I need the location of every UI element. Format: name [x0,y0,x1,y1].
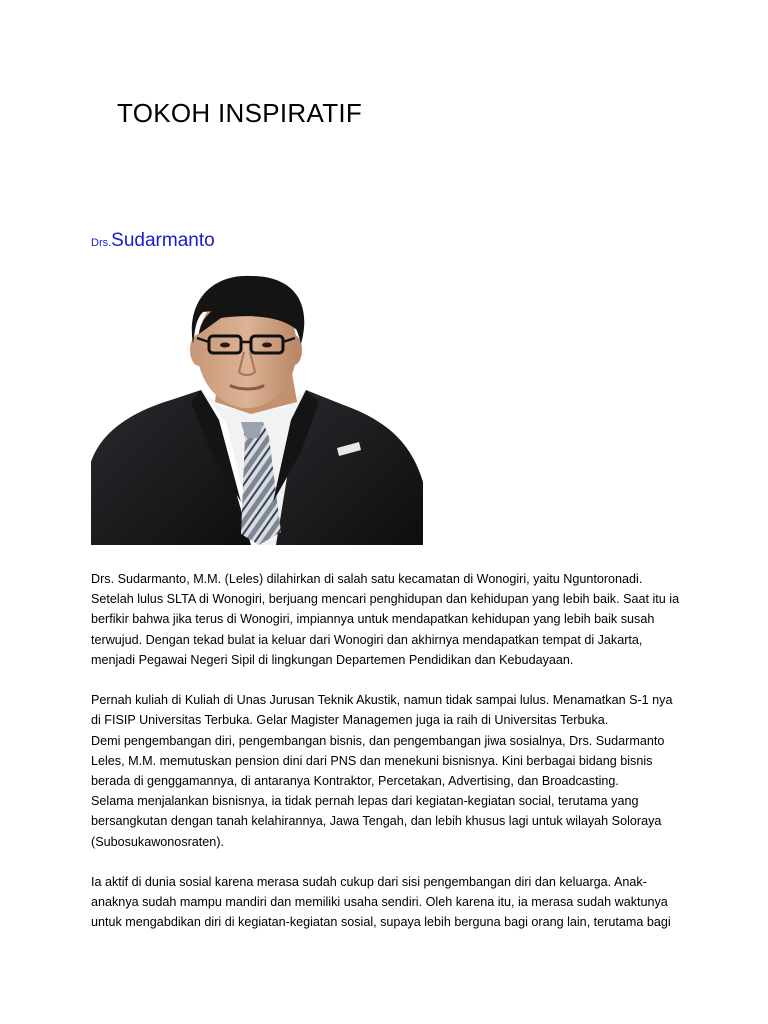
text-line: (Subosukawonosraten). [91,834,225,849]
text-line: Demi pengembangan diri, pengembangan bisnis, dan pengembangan jiwa sosialnya, Drs. Sudarmanto [91,733,665,748]
text-line: anaknya sudah mampu mandiri dan memiliki usaha sendiri. Oleh karena itu, ia merasa sudah waktunya [91,895,668,910]
paragraph-2 [91,690,681,852]
text-line: berfikir bahwa jika terus di Wonogiri, impiannya untuk mendapatkan kehidupan yang lebih baik susah [91,612,655,627]
person-name-prefix: Drs. [91,237,112,249]
text-line: terwujud. Dengan tekad bulat ia keluar dari Wonogiri dan akhirnya mendapatkan tempat di Jakarta, [91,632,643,647]
text-line: Selama menjalankan bisnisnya, ia tidak pernah lepas dari kegiatan-kegiatan social, terutama yang [91,794,639,809]
person-name-heading[interactable] [91,230,215,252]
person-name: Sudarmanto [111,230,215,251]
text-line: di FISIP Universitas Terbuka. Gelar Magister Managemen juga ia raih di Universitas Terbuka. [91,713,609,728]
text-line: Pernah kuliah di Kuliah di Unas Jurusan Teknik Akustik, namun tidak sampai lulus. Menamatkan S-1 nya [91,693,673,708]
text-line: menjadi Pegawai Negeri Sipil di lingkungan Departemen Pendidikan dan Kebudayaan. [91,652,574,667]
text-line: berada di genggamannya, di antaranya Kontraktor, Percetakan, Advertising, dan Broadcasting. [91,774,619,789]
text-line: Leles, M.M. memutuskan pension dini dari PNS dan menekuni bisnisnya. Kini berbagai bidang bisnis [91,753,653,768]
text-line: Drs. Sudarmanto, M.M. (Leles) dilahirkan di salah satu kecamatan di Wonogiri, yaitu Nguntoronadi. [91,572,643,586]
paragraph-3 [91,872,681,933]
text-line: untuk mengabdikan diri di kegiatan-kegiatan sosial, supaya lebih berguna bagi orang lain, terutama bagi [91,915,671,930]
biography-text [91,569,681,953]
text-line: bersangkutan dengan tanah kelahirannya, Jawa Tengah, dan lebih khusus lagi untuk wilayah Soloraya [91,814,662,829]
person-portrait-photo [91,272,423,545]
text-line: Setelah lulus SLTA di Wonogiri, berjuang mencari penghidupan dan kehidupan yang lebih baik. Saat itu ia [91,592,680,607]
paragraph-1 [91,569,681,670]
text-line: Ia aktif di dunia sosial karena merasa sudah cukup dari sisi pengembangan diri dan keluarga. Anak- [91,875,647,890]
page-title: TOKOH INSPIRATIF [117,98,363,128]
